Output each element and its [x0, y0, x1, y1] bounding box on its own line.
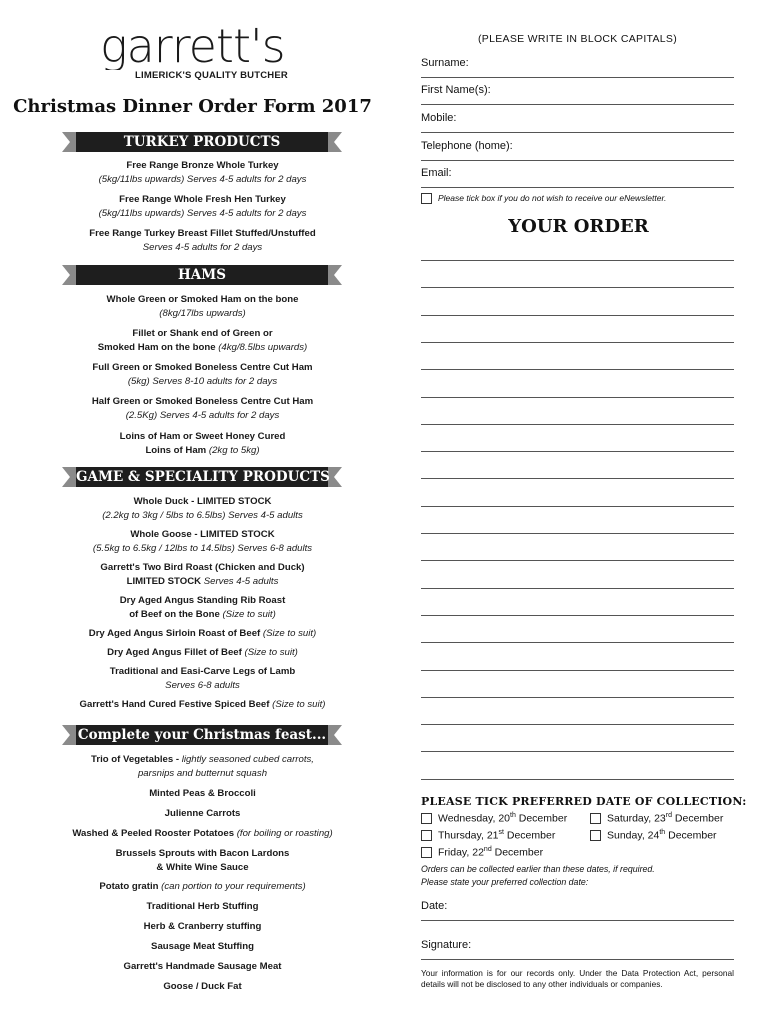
mobile-field[interactable]: [421, 110, 734, 133]
order-write-line[interactable]: [421, 451, 734, 452]
menu-item-detail: (for boiling or roasting): [236, 828, 333, 839]
collection-option-wed-20[interactable]: Wednesday, 20th December: [421, 812, 567, 825]
menu-item-line: [40, 575, 365, 589]
section-title: HAMS: [76, 265, 328, 285]
menu-item: [40, 827, 365, 841]
menu-item-name: Dry Aged Angus Fillet of Beef: [107, 647, 245, 658]
collection-checkbox[interactable]: [421, 830, 432, 841]
menu-item-line: [40, 293, 365, 307]
menu-item-line: [40, 430, 365, 444]
order-write-line[interactable]: [421, 642, 734, 643]
form-title: Christmas Dinner Order Form 2017: [13, 96, 372, 117]
menu-item: [40, 880, 365, 894]
menu-item-line: [40, 646, 365, 660]
menu-item-line: [40, 807, 365, 821]
menu-item-detail: (5kg) Serves 8-10 adults for 2 days: [127, 375, 278, 387]
menu-item-line: [40, 528, 365, 542]
newsletter-optout-checkbox[interactable]: [421, 193, 432, 204]
menu-item-name: of Beef on the Bone: [129, 608, 223, 620]
menu-item-line: [40, 594, 365, 608]
collection-option-thu-21[interactable]: Thursday, 21st December: [421, 829, 555, 842]
menu-item-detail: Serves 4-5 adults for 2 days: [142, 241, 263, 253]
order-write-line[interactable]: [421, 724, 734, 725]
menu-item-detail: (Size to suit): [262, 628, 317, 639]
order-write-line[interactable]: [421, 397, 734, 398]
section-banner-complete-your-christmas-feast: [62, 725, 342, 745]
first-name-label: First Name(s):: [421, 84, 491, 96]
menu-item-line: [40, 341, 365, 355]
menu-item-name: Free Range Whole Fresh Hen Turkey: [119, 194, 286, 205]
email-label: Email:: [421, 167, 452, 179]
menu-item: [40, 753, 365, 780]
menu-item-line: [40, 509, 365, 523]
banner-ribbon-right: [326, 132, 342, 152]
menu-item-line: [40, 861, 365, 875]
menu-item-line: [40, 395, 365, 409]
section-title: TURKEY PRODUCTS: [76, 132, 328, 152]
menu-item-name: Garrett's Handmade Sausage Meat: [123, 961, 282, 972]
menu-item-detail: (can portion to your requirements): [161, 881, 306, 892]
order-write-line[interactable]: [421, 260, 734, 261]
logo-tagline: LIMERICK'S QUALITY BUTCHER: [135, 70, 288, 81]
menu-item-name: Garrett's Two Bird Roast (Chicken and Duck): [100, 562, 305, 573]
menu-item: [40, 698, 365, 712]
menu-item: [40, 395, 365, 422]
menu-item-name: Goose / Duck Fat: [163, 981, 242, 992]
menu-item-detail: (5kg/11lbs upwards) Serves 4-5 adults for 2 days: [98, 207, 307, 219]
telephone-home-field[interactable]: [421, 138, 734, 161]
menu-item: [40, 528, 365, 555]
menu-item: [40, 193, 365, 220]
menu-item-line: [40, 787, 365, 801]
menu-item-name: Julienne Carrots: [164, 808, 241, 819]
menu-item-detail: (2kg to 5kg): [208, 444, 260, 456]
menu-item-name: Half Green or Smoked Boneless Centre Cut Ham: [91, 396, 314, 407]
collection-checkbox[interactable]: [421, 813, 432, 824]
menu-item-line: [40, 960, 365, 974]
email-field[interactable]: [421, 165, 734, 188]
logo-wordmark-text: garrett's: [100, 26, 285, 70]
collection-checkbox[interactable]: [590, 813, 601, 824]
order-write-line[interactable]: [421, 342, 734, 343]
menu-item: [40, 594, 365, 621]
menu-item-detail: (Size to suit): [272, 699, 326, 710]
banner-ribbon-right: [326, 265, 342, 285]
menu-item-line: [40, 495, 365, 509]
collection-checkbox[interactable]: [421, 847, 432, 858]
menu-item-name: & White Wine Sauce: [156, 861, 249, 873]
block-capitals-instruction: (PLEASE WRITE IN BLOCK CAPITALS): [477, 33, 678, 45]
menu-item-name: LIMITED STOCK: [126, 575, 204, 587]
menu-item-line: [40, 375, 365, 389]
order-write-line[interactable]: [421, 670, 734, 671]
order-write-line[interactable]: [421, 588, 734, 589]
menu-item: [40, 561, 365, 588]
section-banner-turkey-products: [62, 132, 342, 152]
menu-item: [40, 665, 365, 692]
section-banner-hams: [62, 265, 342, 285]
menu-item-name: Whole Goose - LIMITED STOCK: [130, 529, 275, 540]
menu-item-name: Sausage Meat Stuffing: [151, 941, 254, 952]
menu-item-name: Whole Green or Smoked Ham on the bone: [106, 294, 299, 305]
menu-item-name: Herb & Cranberry stuffing: [143, 921, 262, 932]
menu-item-detail: (Size to suit): [222, 608, 276, 620]
collection-option-fri-22[interactable]: Friday, 22nd December: [421, 846, 543, 859]
menu-item-name: Whole Duck - LIMITED STOCK: [133, 496, 272, 507]
menu-item-line: [40, 920, 365, 934]
menu-item-name: Trio of Vegetables -: [91, 754, 182, 765]
menu-item-name: Minted Peas & Broccoli: [149, 788, 256, 799]
collection-checkbox[interactable]: [590, 830, 601, 841]
menu-item-name: Full Green or Smoked Boneless Centre Cut Ham: [92, 362, 313, 373]
menu-item-line: [40, 753, 365, 767]
order-write-line[interactable]: [421, 315, 734, 316]
surname-label: Surname:: [421, 57, 469, 69]
collection-option-sat-23[interactable]: Saturday, 23rd December: [590, 812, 723, 825]
menu-item-name: Washed & Peeled Rooster Potatoes: [72, 828, 237, 839]
menu-item-detail: (2.2kg to 3kg / 5lbs to 6.5lbs) Serves 4-5 adults: [102, 509, 303, 521]
menu-item-detail: (5kg/11lbs upwards) Serves 4-5 adults for 2 days: [98, 173, 307, 185]
menu-item-line: [40, 767, 365, 781]
order-write-line[interactable]: [421, 424, 734, 425]
menu-item-line: [40, 327, 365, 341]
order-write-line[interactable]: [421, 751, 734, 752]
order-write-line[interactable]: [421, 615, 734, 616]
menu-item-line: [40, 361, 365, 375]
menu-item-name: Dry Aged Angus Standing Rib Roast: [119, 595, 286, 606]
menu-item-line: [40, 827, 365, 841]
menu-item: [40, 627, 365, 641]
menu-item-detail: (Size to suit): [244, 647, 298, 658]
menu-item-detail: Serves 6-8 adults: [165, 679, 240, 691]
menu-item-line: [40, 679, 365, 693]
menu-item-name: Free Range Turkey Breast Fillet Stuffed/Unstuffed: [89, 228, 316, 239]
menu-item-line: [40, 561, 365, 575]
section-title: GAME & SPECIALITY PRODUCTS: [76, 469, 330, 485]
menu-item-line: [40, 207, 365, 221]
menu-item-line: [40, 444, 365, 458]
date-label: Date:: [421, 900, 448, 912]
menu-item-line: [40, 698, 365, 712]
menu-item-detail: Serves 4-5 adults: [203, 575, 279, 587]
menu-item-name: Free Range Bronze Whole Turkey: [126, 160, 279, 171]
signature-field[interactable]: [421, 937, 734, 960]
menu-item: [40, 646, 365, 660]
collection-note: [421, 863, 741, 889]
signature-label: Signature:: [421, 939, 472, 951]
menu-item-detail: (8kg/17lbs upwards): [159, 307, 246, 319]
menu-item: [40, 920, 365, 934]
section-banner-game-speciality-products: [62, 467, 342, 487]
newsletter-optout: [421, 193, 741, 204]
menu-item-name: Traditional Herb Stuffing: [146, 901, 259, 912]
menu-item-line: [40, 980, 365, 994]
order-write-line[interactable]: [421, 287, 734, 288]
order-write-line[interactable]: [421, 506, 734, 507]
order-write-line[interactable]: [421, 697, 734, 698]
order-write-line[interactable]: [421, 560, 734, 561]
order-write-line[interactable]: [421, 478, 734, 479]
menu-item: [40, 900, 365, 914]
menu-item: [40, 159, 365, 186]
menu-item: [40, 327, 365, 354]
date-field[interactable]: [421, 898, 734, 921]
collection-note-line-1: Orders can be collected earlier than these dates, if required.: [421, 864, 655, 874]
menu-item-detail: (5.5kg to 6.5kg / 12lbs to 14.5lbs) Serves 6-8 adults: [92, 542, 313, 554]
menu-item-name: Smoked Ham on the bone: [97, 341, 219, 353]
first-name-field[interactable]: [421, 82, 734, 105]
menu-item-name: Fillet or Shank end of Green or: [132, 328, 273, 339]
garretts-logo: [100, 26, 290, 88]
menu-item-line: [40, 241, 365, 255]
menu-item: [40, 227, 365, 254]
menu-item-line: [40, 900, 365, 914]
menu-item-name: Dry Aged Angus Sirloin Roast of Beef: [88, 628, 263, 639]
order-write-line[interactable]: [421, 533, 734, 534]
menu-item: [40, 940, 365, 954]
menu-item-line: [40, 159, 365, 173]
menu-item-line: [40, 173, 365, 187]
collection-option-sun-24[interactable]: Sunday, 24th December: [590, 829, 717, 842]
menu-item-name: Garrett's Hand Cured Festive Spiced Beef: [79, 699, 273, 710]
menu-item-line: [40, 665, 365, 679]
menu-item: [40, 807, 365, 821]
menu-item: [40, 980, 365, 994]
menu-item: [40, 361, 365, 388]
menu-item-detail: lightly seasoned cubed carrots,: [181, 754, 314, 765]
menu-item: [40, 787, 365, 801]
menu-item-detail: parsnips and butternut squash: [137, 767, 268, 779]
menu-item: [40, 960, 365, 974]
menu-item-line: [40, 193, 365, 207]
mobile-label: Mobile:: [421, 112, 457, 124]
telephone-home-label: Telephone (home):: [421, 140, 513, 152]
order-write-line[interactable]: [421, 369, 734, 370]
menu-item-name: Brussels Sprouts with Bacon Lardons: [115, 848, 290, 859]
menu-item-line: [40, 542, 365, 556]
menu-item: [40, 847, 365, 874]
menu-item-line: [40, 627, 365, 641]
menu-item-name: Potato gratin: [99, 881, 162, 892]
menu-item: [40, 430, 365, 457]
menu-item-detail: (2.5Kg) Serves 4-5 adults for 2 days: [125, 409, 280, 421]
your-order-heading: YOUR ORDER: [508, 216, 649, 237]
menu-item: [40, 293, 365, 320]
newsletter-optout-text: Please tick box if you do not wish to receive our eNewsletter.: [438, 193, 667, 203]
menu-item-line: [40, 227, 365, 241]
menu-item-line: [40, 409, 365, 423]
banner-ribbon-right: [326, 725, 342, 745]
logo-wordmark: [100, 26, 290, 70]
order-write-line[interactable]: [421, 779, 734, 780]
menu-item-line: [40, 880, 365, 894]
menu-item-line: [40, 940, 365, 954]
collection-date-heading: PLEASE TICK PREFERRED DATE OF COLLECTION:: [421, 795, 747, 808]
menu-item-name: Loins of Ham: [145, 444, 209, 456]
menu-item-name: Traditional and Easi-Carve Legs of Lamb: [109, 666, 296, 677]
menu-item-line: [40, 608, 365, 622]
menu-item-detail: (4kg/8.5lbs upwards): [218, 341, 308, 353]
section-title: Complete your Christmas feast...: [77, 727, 327, 743]
menu-item-name: Loins of Ham or Sweet Honey Cured: [119, 431, 286, 442]
menu-item-line: [40, 847, 365, 861]
surname-field[interactable]: [421, 55, 734, 78]
menu-item: [40, 495, 365, 522]
collection-note-line-2: Please state your preferred collection date:: [421, 877, 589, 887]
data-protection-notice: Your information is for our records only. Under the Data Protection Act, personal details will not be disclosed to any other individuals or companies.: [421, 968, 734, 989]
menu-item-line: [40, 307, 365, 321]
